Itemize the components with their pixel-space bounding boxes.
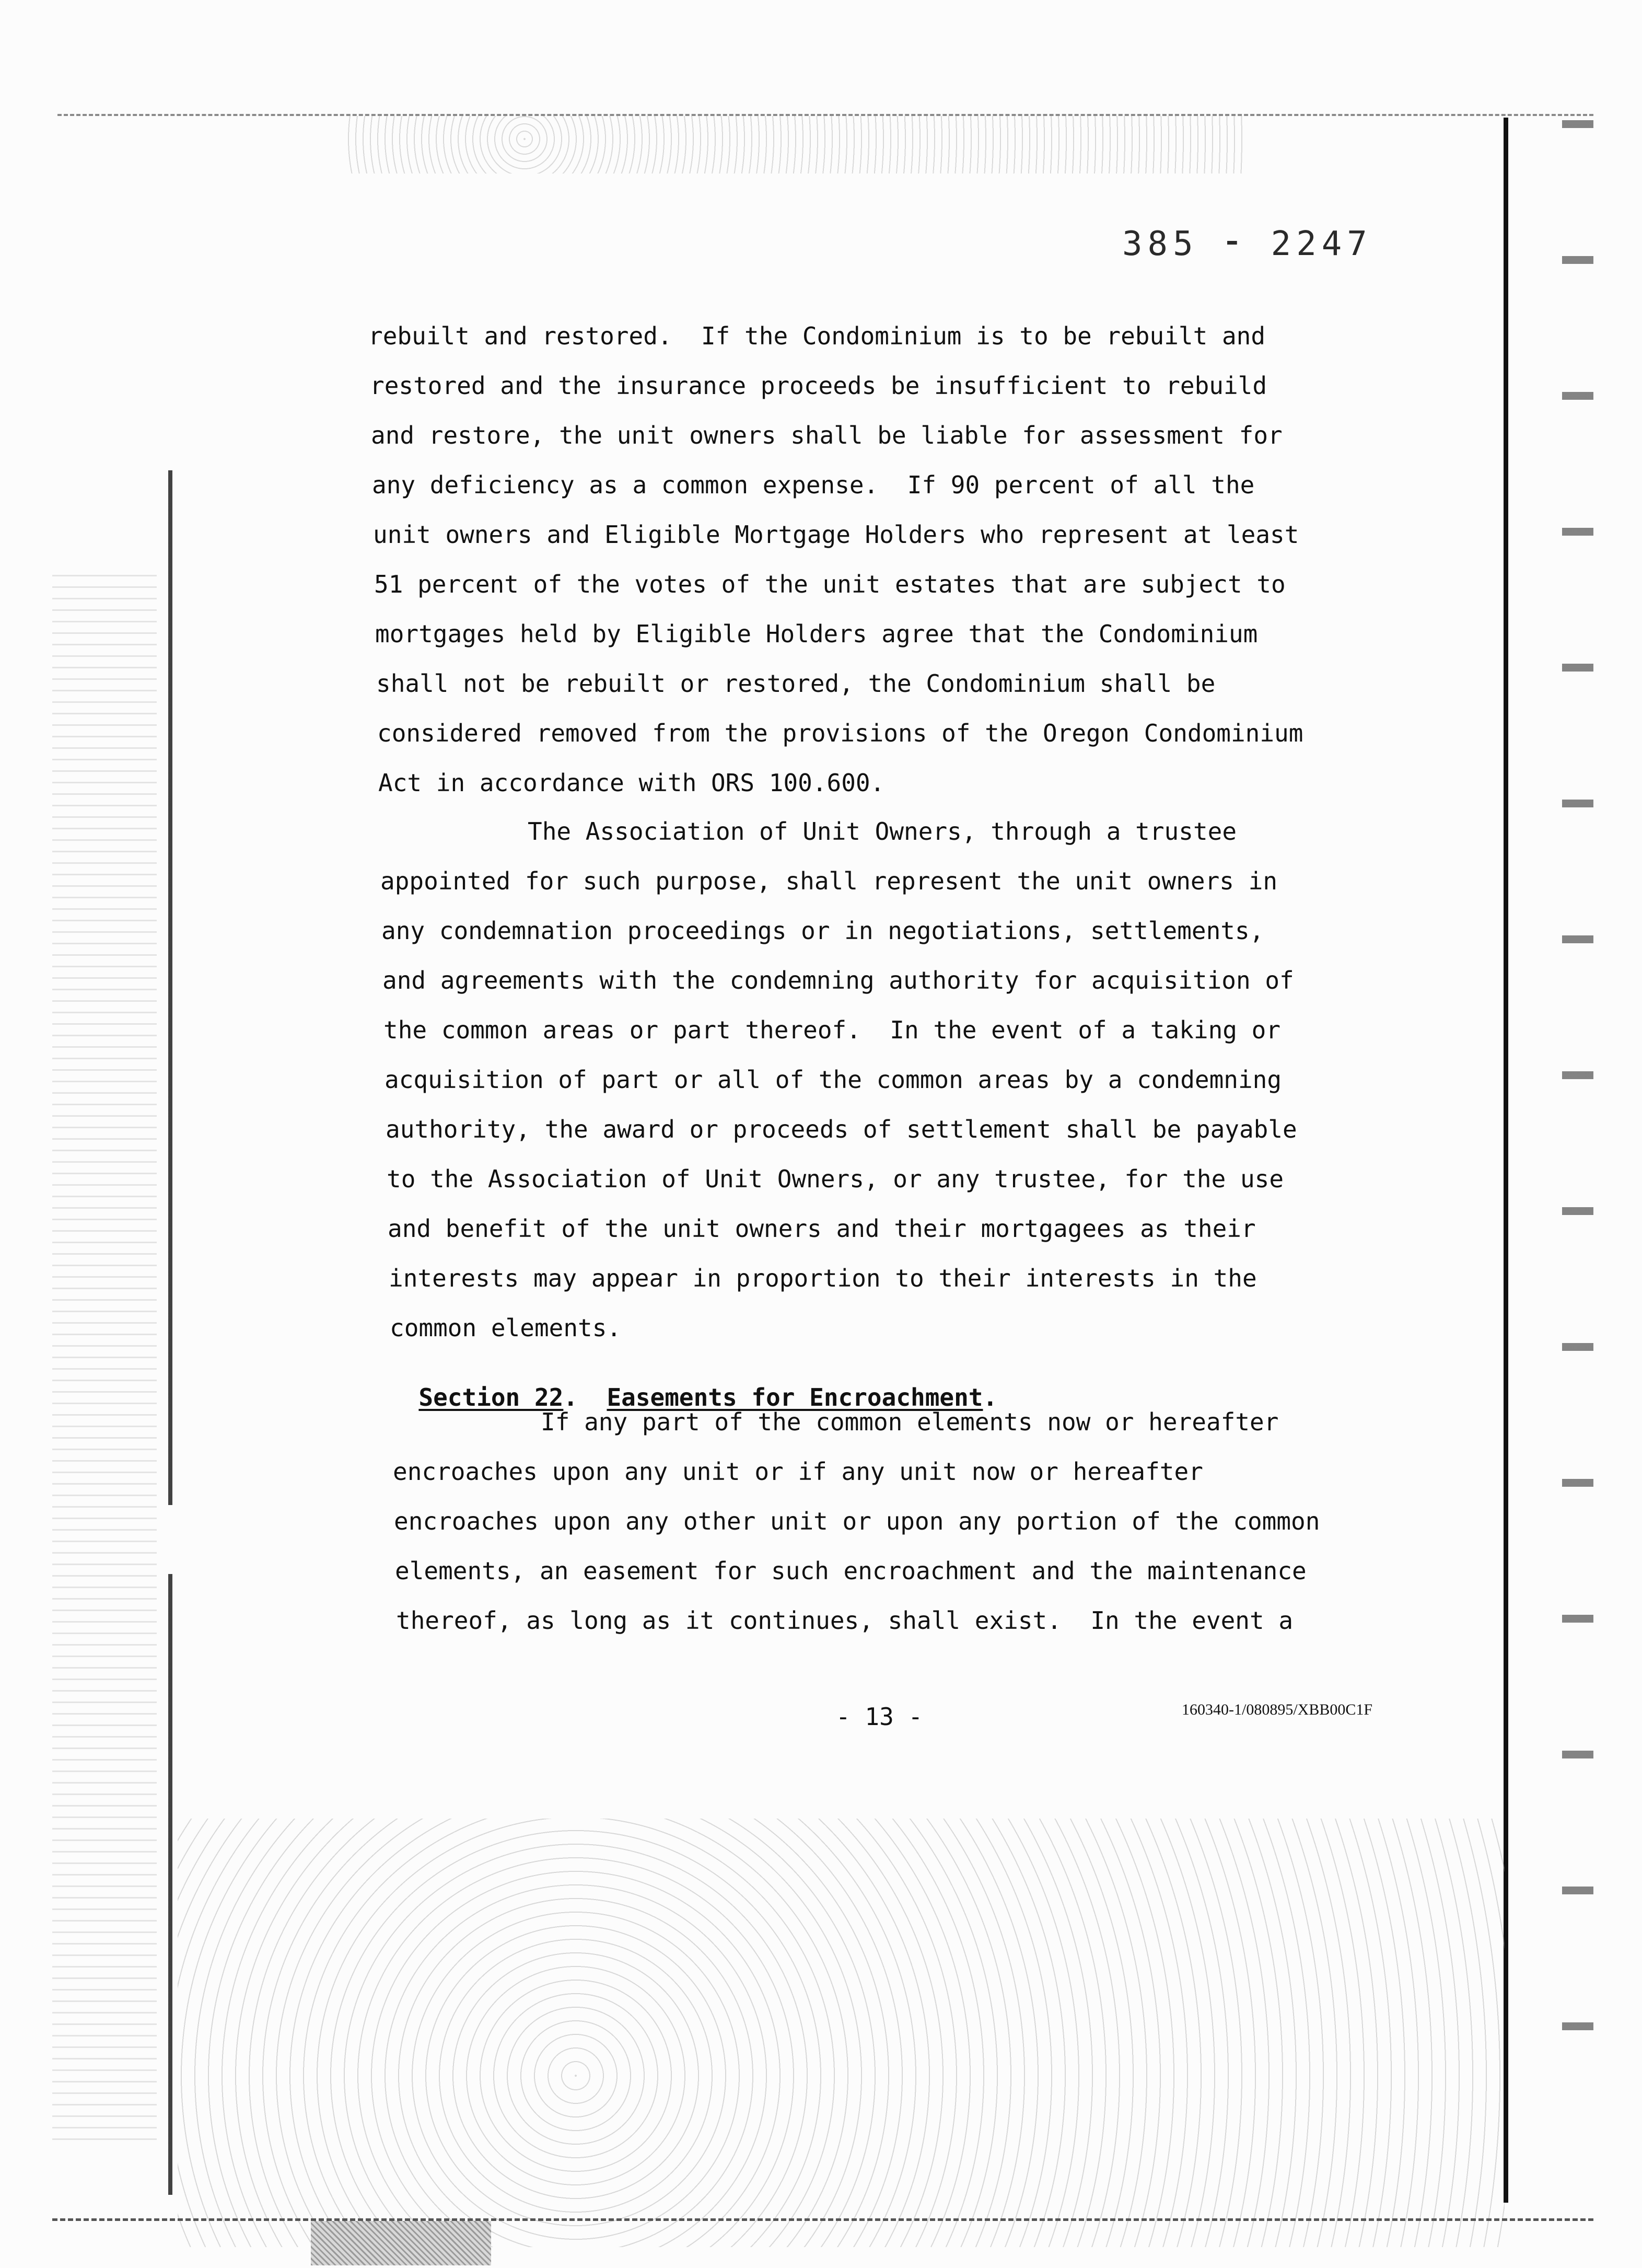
body-line: rebuilt and restored. If the Condominium is to be rebuilt and bbox=[368, 322, 1266, 350]
body-line: and benefit of the unit owners and their mortgagees as their bbox=[388, 1214, 1256, 1243]
body-line: mortgages held by Eligible Holders agree that the Condominium bbox=[375, 620, 1258, 648]
body-line: authority, the award or proceeds of settlement shall be payable bbox=[386, 1115, 1297, 1143]
body-line: and agreements with the condemning authority for acquisition of bbox=[382, 966, 1294, 994]
section-body-line: If any part of the common elements now or hereafter bbox=[541, 1408, 1279, 1436]
body-line: and restore, the unit owners shall be liable for assessment for bbox=[371, 421, 1283, 449]
scan-top-noise bbox=[345, 116, 1243, 173]
scan-bottom-noise bbox=[178, 1819, 1505, 2247]
body-line: The Association of Unit Owners, through a trustee bbox=[528, 817, 1237, 846]
body-line: any deficiency as a common expense. If 90 percent of all the bbox=[372, 471, 1255, 499]
footer-page-number: - 13 - bbox=[836, 1703, 923, 1731]
section-body-line: thereof, as long as it continues, shall exist. In the event a bbox=[396, 1606, 1294, 1635]
footer-document-code: 160340-1/080895/XBB00C1F bbox=[1182, 1701, 1373, 1718]
section-heading-separator: . bbox=[563, 1383, 607, 1411]
section-heading-period: . bbox=[983, 1383, 998, 1411]
body-line: to the Association of Unit Owners, or any trustee, for the use bbox=[387, 1165, 1284, 1193]
section-title: Easements for Encroachment bbox=[607, 1383, 983, 1411]
body-line: appointed for such purpose, shall represent the unit owners in bbox=[380, 867, 1278, 895]
body-line: common elements. bbox=[390, 1314, 622, 1342]
body-line: shall not be rebuilt or restored, the Condominium shall be bbox=[376, 669, 1216, 698]
body-line: Act in accordance with ORS 100.600. bbox=[378, 769, 885, 797]
body-line: considered removed from the provisions of the Oregon Condominium bbox=[377, 719, 1303, 747]
body-line: 51 percent of the votes of the unit estates that are subject to bbox=[374, 570, 1286, 598]
scan-bottom-edge bbox=[52, 2218, 1593, 2224]
body-line: the common areas or part thereof. In the event of a taking or bbox=[383, 1016, 1281, 1044]
scan-left-speckle bbox=[52, 575, 157, 2143]
section-body-line: encroaches upon any other unit or upon any portion of the common bbox=[394, 1507, 1320, 1535]
section-heading bbox=[390, 1361, 997, 1409]
body-line: any condemnation proceedings or in negotiations, settlements, bbox=[381, 917, 1264, 945]
body-line: acquisition of part or all of the common areas by a condemning bbox=[385, 1066, 1282, 1094]
page-reference-number: 385 ⁃ 2247 bbox=[1122, 225, 1372, 263]
body-line: unit owners and Eligible Mortgage Holders who represent at least bbox=[373, 520, 1299, 549]
section-number: Section 22 bbox=[418, 1383, 564, 1411]
scan-left-edge bbox=[168, 470, 172, 2195]
section-body-line: elements, an easement for such encroachment and the maintenance bbox=[395, 1557, 1307, 1585]
section-body-line: encroaches upon any unit or if any unit now or hereafter bbox=[393, 1457, 1203, 1486]
body-line: restored and the insurance proceeds be insufficient to rebuild bbox=[370, 372, 1267, 400]
scan-right-margin-marks bbox=[1562, 63, 1593, 2101]
scan-bottom-stamp bbox=[311, 2221, 491, 2265]
body-line: interests may appear in proportion to their interests in the bbox=[389, 1264, 1257, 1292]
